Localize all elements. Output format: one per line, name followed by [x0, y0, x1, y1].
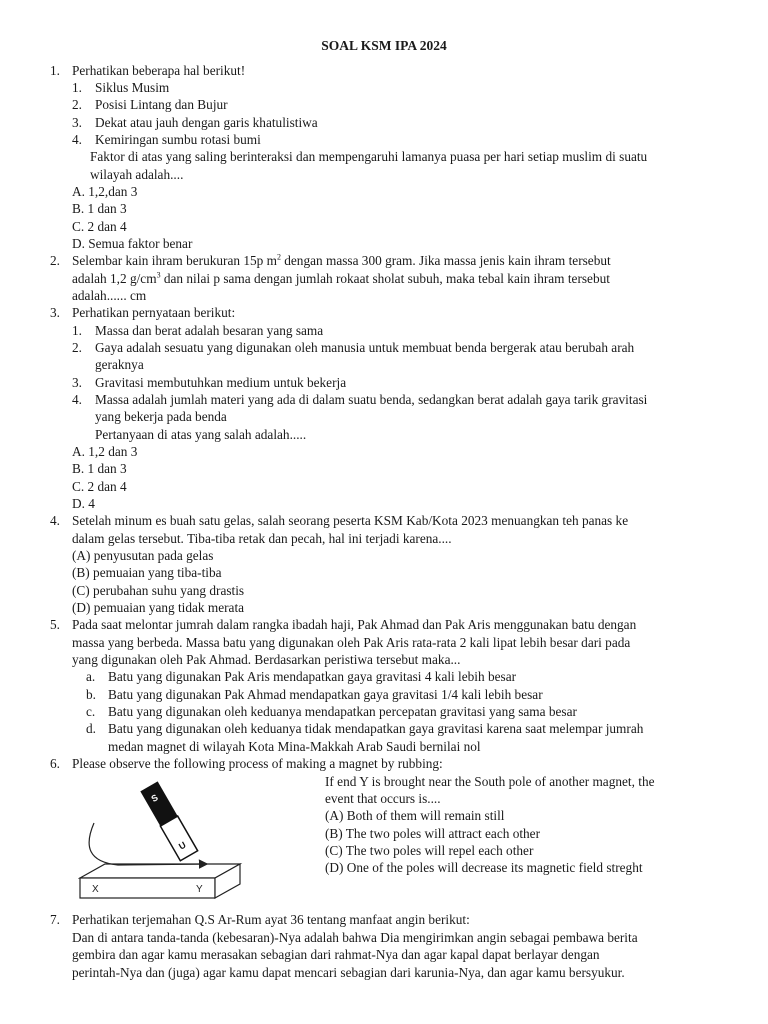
question-number: 5. [50, 617, 60, 632]
question-text: wilayah adalah.... [90, 167, 184, 182]
bar-label-y: Y [196, 884, 203, 895]
answer-option: A. 1,2 dan 3 [72, 444, 138, 459]
bar-label-x: X [92, 884, 99, 895]
iron-bar-front [80, 878, 215, 898]
answer-option: (A) Both of them will remain still [325, 808, 505, 823]
answer-option: Batu yang digunakan Pak Ahmad mendapatkan gaya gravitasi 1/4 kali lebih besar [108, 687, 543, 702]
question-stem: Please observe the following process of making a magnet by rubbing: [72, 756, 443, 771]
answer-option: B. 1 dan 3 [72, 201, 127, 216]
page-title: SOAL KSM IPA 2024 [321, 38, 447, 53]
question-stem: Perhatikan pernyataan berikut: [72, 305, 236, 320]
item-text: Dekat atau jauh dengan garis khatulistiwa [95, 115, 318, 130]
item-number: 4. [72, 132, 82, 147]
answer-option: (C) perubahan suhu yang drastis [72, 583, 245, 598]
item-number: 1. [72, 80, 82, 95]
iron-bar-top [80, 864, 240, 878]
question-text: Selembar kain ihram berukuran 15p $m^2$ dengan massa 300 gram. Jika massa jenis kain ihram tersebut [72, 252, 611, 268]
question-text: Dan di antara tanda-tanda (kebesaran)-Nya adalah bahwa Dia mengirimkan angin sebagai pembawa berita [72, 930, 638, 945]
answer-option: (D) One of the poles will decrease its magnetic field streght [325, 860, 643, 875]
question-text: If end Y is brought near the South pole of another magnet, the [325, 774, 655, 789]
answer-option: (C) The two poles will repel each other [325, 843, 534, 858]
answer-option: A. 1,2,dan 3 [72, 184, 138, 199]
item-text: Posisi Lintang dan Bujur [95, 97, 228, 112]
question-text: perintah-Nya dan (juga) agar kamu dapat mencari sebagian dari karunia-Nya, dan agar kamu bersyukur. [72, 965, 625, 980]
item-text: geraknya [95, 357, 144, 372]
question-number: 4. [50, 513, 60, 528]
answer-option: D. 4 [72, 496, 95, 511]
magnet-north-half [160, 816, 197, 861]
question-text: event that occurs is.... [325, 791, 441, 806]
answer-option: Batu yang digunakan oleh keduanya tidak mendapatkan gaya gravitasi karena saat melempar jumrah [108, 721, 644, 736]
answer-option: B. 1 dan 3 [72, 461, 127, 476]
answer-option: (D) pemuaian yang tidak merata [72, 600, 245, 615]
question-text: gembira dan agar kamu merasakan sebagian dari rahmat-Nya dan agar kapal dapat berlayar dengan [72, 947, 600, 962]
item-number: 3. [72, 115, 82, 130]
item-number: 1. [72, 323, 82, 338]
item-text: Siklus Musim [95, 80, 170, 95]
question-text: dalam gelas tersebut. Tiba-tiba retak dan pecah, hal ini terjadi karena.... [72, 531, 452, 546]
item-number: 2. [72, 340, 82, 355]
item-text: yang bekerja pada benda [95, 409, 227, 424]
magnet-label-u: U [177, 839, 188, 852]
answer-option: C. 2 dan 4 [72, 479, 127, 494]
item-number: 2. [72, 97, 82, 112]
item-number: 4. [72, 392, 82, 407]
question-text: adalah 1,2 $g/cm^3$ dan nilai p sama dengan jumlah rokaat sholat subuh, maka tebal kain ihram tersebut [72, 270, 610, 286]
option-letter: d. [86, 721, 96, 736]
question-number: 7. [50, 912, 60, 927]
option-letter: a. [86, 669, 96, 684]
question-stem: Perhatikan terjemahan Q.S Ar-Rum ayat 36 tentang manfaat angin berikut: [72, 912, 470, 927]
answer-option: medan magnet di wilayah Kota Mina-Makkah Arab Saudi bernilai nol [108, 739, 481, 754]
answer-option: (B) pemuaian yang tiba-tiba [72, 565, 222, 580]
question-number: 2. [50, 253, 60, 268]
question-number: 3. [50, 305, 60, 320]
answer-option: D. Semua faktor benar [72, 236, 193, 251]
item-text: Massa dan berat adalah besaran yang sama [95, 323, 324, 338]
question-stem: Perhatikan beberapa hal berikut! [72, 63, 246, 78]
question-text: adalah...... cm [72, 288, 147, 303]
magnet-rubbing-figure [78, 778, 243, 900]
question-text: Pertanyaan di atas yang salah adalah..... [95, 427, 307, 442]
question-text: Pada saat melontar jumrah dalam rangka ibadah haji, Pak Ahmad dan Pak Aris menggunakan batu dengan [72, 617, 637, 632]
question-text: Setelah minum es buah satu gelas, salah seorang peserta KSM Kab/Kota 2023 menuangkan teh panas ke [72, 513, 629, 528]
answer-option: (B) The two poles will attract each other [325, 826, 541, 841]
answer-option: Batu yang digunakan oleh keduanya mendapatkan percepatan gravitasi yang sama besar [108, 704, 577, 719]
option-letter: b. [86, 687, 96, 702]
item-number: 3. [72, 375, 82, 390]
answer-option: C. 2 dan 4 [72, 219, 127, 234]
magnet-label-s: S [149, 792, 160, 805]
question-text: massa yang berbeda. Massa batu yang digunakan oleh Pak Aris rata-rata 2 kali lipat lebih besar dari pada [72, 635, 631, 650]
question-number: 1. [50, 63, 60, 78]
question-number: 6. [50, 756, 60, 771]
answer-option: (A) penyusutan pada gelas [72, 548, 214, 563]
option-letter: c. [86, 704, 96, 719]
question-text: Faktor di atas yang saling berinteraksi dan mempengaruhi lamanya puasa per hari setiap muslim di suatu [90, 149, 648, 164]
item-text: Gravitasi membutuhkan medium untuk bekerja [95, 375, 347, 390]
item-text: Massa adalah jumlah materi yang ada di dalam suatu benda, sedangkan berat adalah gaya tarik gravitasi [95, 392, 648, 407]
answer-option: Batu yang digunakan Pak Aris mendapatkan gaya gravitasi 4 kali lebih besar [108, 669, 517, 684]
item-text: Kemiringan sumbu rotasi bumi [95, 132, 261, 147]
question-text: yang digunakan oleh Pak Ahmad. Berdasarkan peristiwa tersebut maka... [72, 652, 461, 667]
item-text: Gaya adalah sesuatu yang digunakan oleh manusia untuk membuat benda bergerak atau berubah arah [95, 340, 635, 355]
